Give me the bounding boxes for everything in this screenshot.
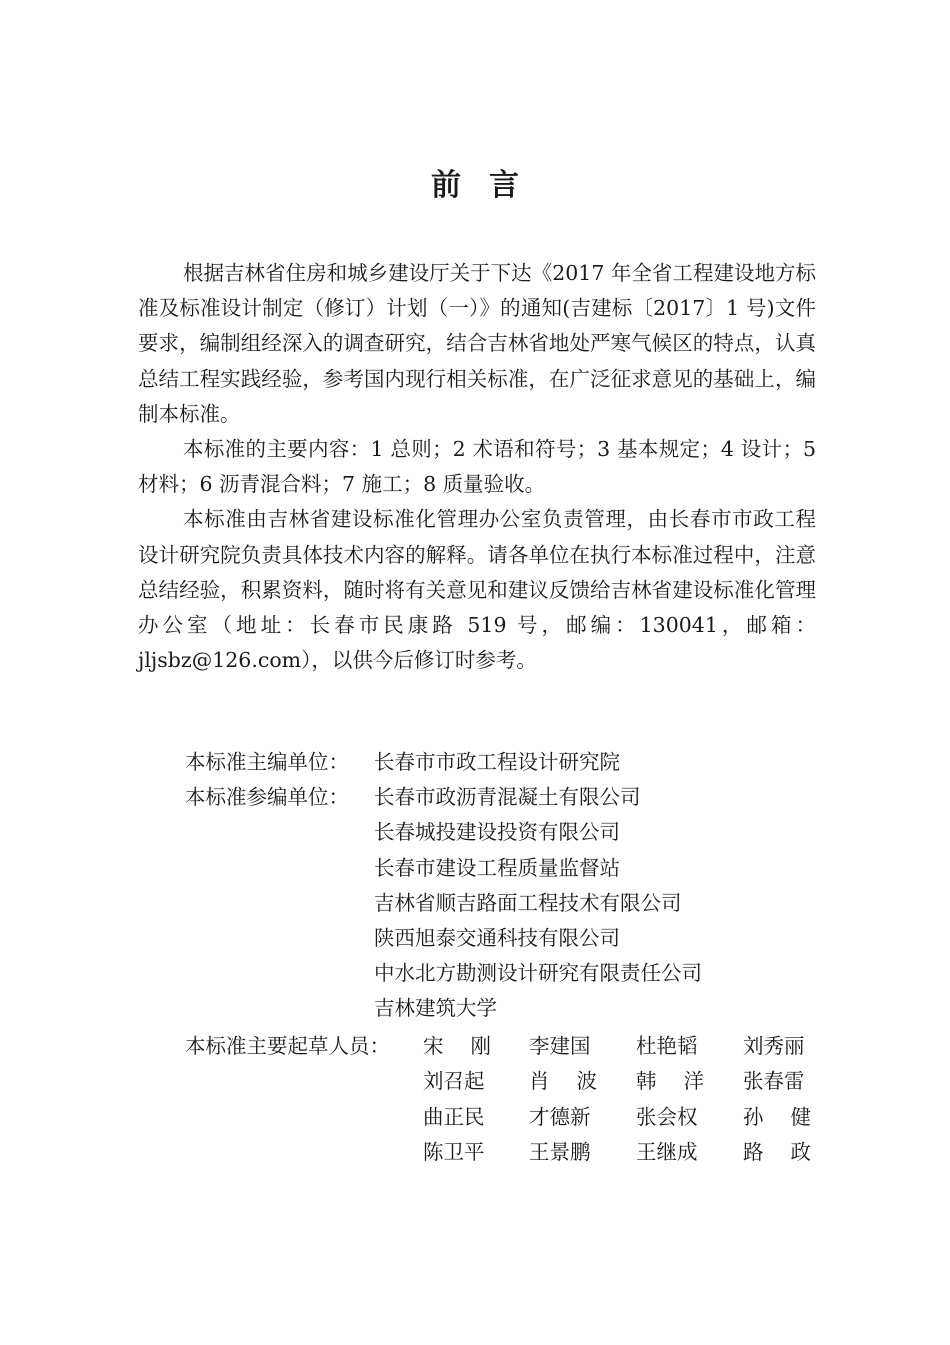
participating-unit-value: 陕西旭泰交通科技有限公司 bbox=[374, 925, 620, 950]
chief-unit-value: 长春市市政工程设计研究院 bbox=[374, 750, 620, 774]
paragraph: 根据吉林省住房和城乡建设厅关于下达《2017 年全省工程建设地方标准及标准设计制定（修订）计划（一）》的通知(吉建标〔2017〕1 号)文件要求，编制组经深入的调查研究，结合吉林省地处严寒气候区的特点，认真总结工程实践经验，参考国内现行相关标准，在广泛征求意见的基础上，编制本标准。 bbox=[138, 261, 816, 426]
drafter-name: 杜艳韬 bbox=[636, 1034, 698, 1058]
title-char: 言 bbox=[489, 168, 519, 203]
drafter-name: 王继成 bbox=[636, 1140, 698, 1165]
participating-unit-value: 吉林建筑大学 bbox=[374, 996, 497, 1021]
drafters-section bbox=[185, 1029, 825, 1171]
units-section bbox=[185, 745, 825, 1027]
preface-body bbox=[138, 256, 816, 678]
participating-unit-value: 吉林省顺吉路面工程技术有限公司 bbox=[374, 890, 682, 915]
drafter-name: 肖 波 bbox=[529, 1069, 597, 1094]
drafter-name: 曲正民 bbox=[423, 1104, 485, 1129]
drafter-name: 李建国 bbox=[529, 1034, 591, 1058]
paragraph: 本标准由吉林省建设标准化管理办公室负责管理，由长春市市政工程设计研究院负责具体技术内容的解释。请各单位在执行本标准过程中，注意总结经验，积累资料，随时将有关意见和建议反馈给吉林省建设标准化管理办公室（地址：长春市民康路 519 号，邮编：130041，邮箱：jljsbz@126.com），以供今后修订时参考。 bbox=[138, 507, 816, 673]
title-char: 前 bbox=[431, 168, 461, 203]
drafter-name: 陈卫平 bbox=[423, 1140, 485, 1165]
drafters-row bbox=[185, 1029, 825, 1064]
participating-unit-value: 长春市建设工程质量监督站 bbox=[374, 855, 620, 880]
participating-unit-label: 本标准参编单位： bbox=[185, 785, 349, 810]
drafters-label: 本标准主要起草人员： bbox=[185, 1034, 390, 1058]
chief-unit-label: 本标准主编单位： bbox=[185, 750, 349, 774]
participating-unit-row bbox=[185, 921, 825, 956]
drafter-name: 刘秀丽 bbox=[743, 1034, 805, 1058]
participating-unit-row bbox=[185, 815, 825, 850]
drafters-row bbox=[185, 1064, 825, 1099]
drafter-name: 张会权 bbox=[636, 1104, 698, 1129]
paragraph: 本标准的主要内容：1 总则；2 术语和符号；3 基本规定；4 设计；5 材料；6 沥青混合料；7 施工；8 质量验收。 bbox=[138, 437, 816, 497]
page-title bbox=[0, 160, 950, 204]
participating-unit-row bbox=[185, 780, 825, 815]
participating-unit-row bbox=[185, 886, 825, 921]
drafter-name: 刘召起 bbox=[423, 1069, 485, 1094]
drafter-name: 张春雷 bbox=[743, 1069, 805, 1094]
chief-unit-row bbox=[185, 745, 825, 780]
drafter-name: 才德新 bbox=[529, 1104, 591, 1129]
participating-unit-value: 长春城投建设投资有限公司 bbox=[374, 820, 620, 845]
participating-unit-value: 长春市政沥青混凝土有限公司 bbox=[374, 785, 641, 810]
drafters-row bbox=[185, 1135, 825, 1170]
drafter-name: 宋 刚 bbox=[423, 1034, 491, 1058]
drafter-name: 王景鹏 bbox=[529, 1140, 591, 1165]
participating-unit-value: 中水北方勘测设计研究有限责任公司 bbox=[374, 961, 702, 986]
drafter-name: 路 政 bbox=[743, 1140, 811, 1165]
participating-unit-row bbox=[185, 956, 825, 991]
drafters-row bbox=[185, 1100, 825, 1135]
drafter-name: 韩 洋 bbox=[636, 1069, 704, 1094]
participating-unit-row bbox=[185, 991, 825, 1026]
participating-unit-row bbox=[185, 851, 825, 886]
drafter-name: 孙 健 bbox=[743, 1104, 811, 1129]
